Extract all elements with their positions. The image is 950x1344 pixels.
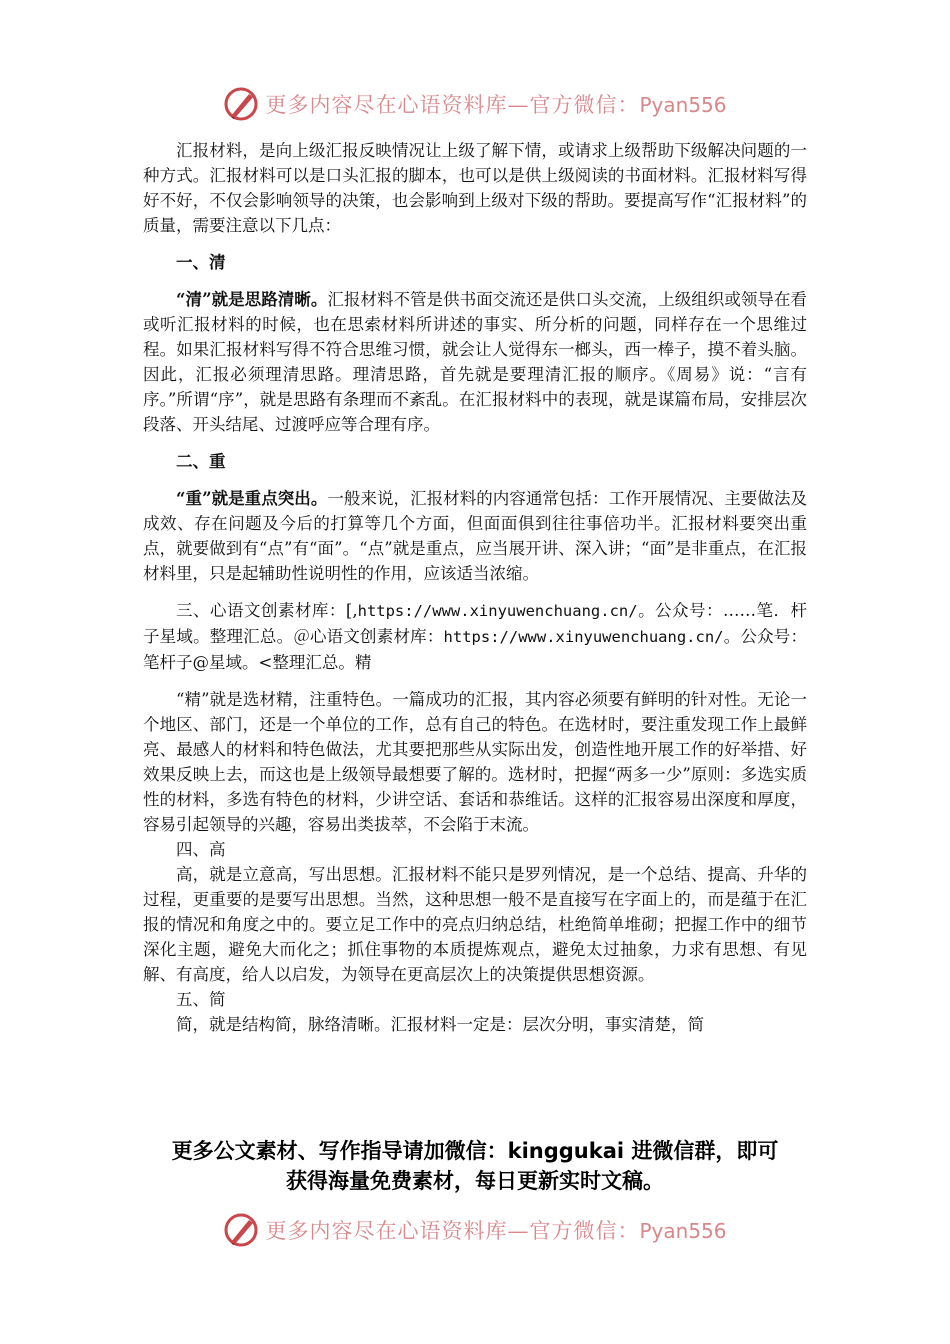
section-heading-jian: 五、简	[176, 990, 226, 1009]
promo-line-2: 获得海量免费素材，每日更新实时文稿。	[286, 1169, 664, 1193]
intro-paragraph: 汇报材料，是向上级汇报反映情况让上级了解下情，或请求上级帮助下级解决问题的一种方式。汇报材料可以是口头汇报的脚本，也可以是供上级阅读的书面材料。汇报材料写得好不好，不仅会影响领导的决策，也会影响到上级对下级的帮助。要提高写作“汇报材料”的质量，需要注意以下几点：	[143, 141, 807, 235]
watermark-text: 更多内容尽在心语资料库—官方微信：Pyan556	[265, 93, 727, 117]
paragraph-gao: 高，就是立意高，写出思想。汇报材料不能只是罗列情况，是一个总结、提高、升华的过程，更重要的是要写出思想。当然，这种思想一般不是直接写在字面上的，而是蕴于在汇报的情况和角度之中的。要立足工作中的亮点归纳总结，杜绝简单堆砌；把握工作中的细节深化主题，避免大而化之；抓住事物的本质提炼观点，避免太过抽象，力求有思想、有见解、有高度，给人以启发，为领导在更高层次上的决策提供思想资源。	[143, 865, 807, 984]
watermark-text: 更多内容尽在心语资料库—官方微信：Pyan556	[265, 1219, 727, 1243]
section-heading-qing: 一、清	[176, 253, 226, 272]
site-link-2[interactable]: https://www.xinyuwenchuang.cn/	[443, 628, 724, 646]
site-link[interactable]: https://www.xinyuwenchuang.cn/	[357, 602, 638, 620]
pen-logo-icon	[223, 1212, 259, 1248]
promo-block	[100, 1136, 850, 1196]
section-heading-zhong: 二、重	[176, 452, 226, 471]
paragraph-jing: “精”就是选材精，注重特色。一篇成功的汇报，其内容必须要有鲜明的针对性。无论一个地区、部门，还是一个单位的工作，总有自己的特色。在选材时，要注重发现工作上最鲜亮、最感人的材料和特色做法，尤其要把那些从实际出发，创造性地开展工作的好举措、好效果反映上去，而这也是上级领导最想要了解的。选材时，把握“两多一少”原则：多选实质性的材料，多选有特色的材料，少讲空话、套话和恭维话。这样的汇报容易出深度和厚度，容易引起领导的兴趣，容易出类拔萃，不会陷于末流。	[143, 690, 807, 834]
promo-line-1: 更多公文素材、写作指导请加微信：kinggukai 进微信群，即可	[171, 1139, 779, 1163]
paragraph-qing: “清”就是思路清晰。汇报材料不管是供书面交流还是供口头交流，上级组织或领导在看或听汇报材料的时候，也在思索材料所讲述的事实、所分析的问题，同样存在一个思维过程。如果汇报材料写得不符合思维习惯，就会让人觉得东一榔头，西一棒子，摸不着头脑。因此，汇报必须理清思路。理清思路，首先就是要理清汇报的顺序。《周易》说：“言有序。”所谓“序”，就是思路有条理而不紊乱。在汇报材料中的表现，就是谋篇布局，安排层次段落、开头结尾、过渡呼应等合理有序。	[143, 290, 808, 434]
paragraph-jian: 简，就是结构简，脉络清晰。汇报材料一定是：层次分明，事实清楚，简	[176, 1015, 704, 1034]
paragraph-zhong: “重”就是重点突出。一般来说，汇报材料的内容通常包括：工作开展情况、主要做法及成效、存在问题及今后的打算等几个方面，但面面俱到往往事倍功半。汇报材料要突出重点，就要做到有“点”有“面”。“点”就是重点，应当展开讲、深入讲；“面”是非重点，在汇报材料里，只是起辅助性说明性的作用，应该适当浓缩。	[143, 489, 808, 583]
header-watermark	[0, 84, 950, 124]
footer-watermark	[0, 1210, 950, 1250]
section-heading-gao: 四、高	[176, 840, 226, 859]
pen-logo-icon	[223, 86, 259, 122]
paragraph-inserted-ad: 三、心语文创素材库：[,https://www.xinyuwenchuang.cn/。公众号：……笔．杆子星域。整理汇总。＠心语文创素材库：https://www.xinyuwenchuang.cn/。公众号：笔杆子@星域。<整理汇总。精	[143, 601, 808, 672]
article-body	[143, 138, 807, 1037]
